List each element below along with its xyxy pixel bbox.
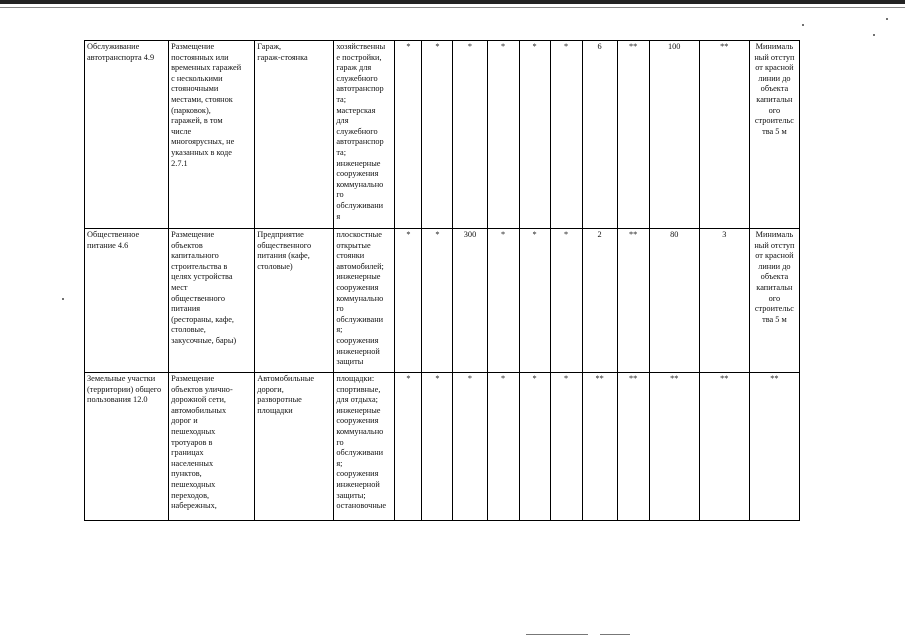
param-cell: *	[395, 229, 422, 373]
param-cell: *	[487, 373, 519, 521]
scan-bottom-line	[600, 634, 630, 635]
param-cell: **	[699, 373, 749, 521]
param-cell: *	[422, 373, 453, 521]
use-description: Размещение постоянных или временных гаражей с несколькими стояночными местами, стоянок (парковок), гаражей, в том числе многоярусных, не указанных в коде 2.7.1	[169, 41, 255, 229]
use-type-name: Обслуживание автотранспорта 4.9	[85, 41, 169, 229]
param-cell: 6	[582, 41, 617, 229]
param-cell: *	[422, 41, 453, 229]
auxiliary-objects: плоскостные открытые стоянки автомобилей; инженерные сооружения коммунально го обслуживани я; сооружения инженерной защиты	[334, 229, 395, 373]
param-cell: *	[395, 41, 422, 229]
use-type-name: Земельные участки (территории) общего пользования 12.0	[85, 373, 169, 521]
param-cell: **	[617, 41, 649, 229]
param-cell: *	[395, 373, 422, 521]
param-cell: *	[550, 373, 582, 521]
scan-bottom-line	[526, 634, 588, 635]
table-row	[85, 373, 800, 521]
param-cell: *	[422, 229, 453, 373]
param-cell: *	[453, 41, 487, 229]
use-description: Размещение объектов капитального строительства в целях устройства мест общественного питания (рестораны, кафе, столовые, закусочные, бары)	[169, 229, 255, 373]
use-type-name: Общественное питание 4.6	[85, 229, 169, 373]
auxiliary-objects: хозяйственны е постройки, гараж для служебного автотранспор та; мастерская для служебного автотранспор та; инженерные сооружения коммунально го обслуживани я	[334, 41, 395, 229]
param-cell: 100	[649, 41, 699, 229]
auxiliary-objects: площадки: спортивные, для отдыха; инженерные сооружения коммунально го обслуживани я; сооружения инженерной защиты; остановочные	[334, 373, 395, 521]
param-cell: *	[487, 41, 519, 229]
param-cell: 2	[582, 229, 617, 373]
param-cell: 3	[699, 229, 749, 373]
land-use-table	[84, 40, 800, 521]
table-row	[85, 229, 800, 373]
scan-speck	[62, 298, 64, 300]
main-objects: Гараж, гараж-стоянка	[255, 41, 334, 229]
param-cell: 300	[453, 229, 487, 373]
param-cell: **	[649, 373, 699, 521]
param-cell: **	[699, 41, 749, 229]
param-cell: *	[550, 41, 582, 229]
use-description: Размещение объектов улично- дорожной сети, автомобильных дорог и пешеходных тротуаров в границах населенных пунктов, пешеходных переходов, набережных,	[169, 373, 255, 521]
param-cell: **	[617, 229, 649, 373]
param-cell: **	[617, 373, 649, 521]
param-cell: *	[519, 229, 550, 373]
param-cell: *	[519, 41, 550, 229]
note-cell: **	[749, 373, 799, 521]
table-row	[85, 41, 800, 229]
scan-speck	[873, 34, 875, 36]
main-objects: Автомобильные дороги, разворотные площадки	[255, 373, 334, 521]
param-cell: *	[453, 373, 487, 521]
param-cell: *	[487, 229, 519, 373]
param-cell: **	[582, 373, 617, 521]
scan-speck	[802, 24, 804, 26]
main-objects: Предприятие общественного питания (кафе, столовые)	[255, 229, 334, 373]
param-cell: 80	[649, 229, 699, 373]
param-cell: *	[550, 229, 582, 373]
scan-speck	[886, 18, 888, 20]
param-cell: *	[519, 373, 550, 521]
note-cell: Минималь ный отступ от красной линии до объекта капитальн ого строительс тва 5 м	[749, 41, 799, 229]
note-cell: Минималь ный отступ от красной линии до объекта капитальн ого строительс тва 5 м	[749, 229, 799, 373]
scan-top-line	[0, 7, 905, 8]
scan-top-border	[0, 0, 905, 4]
